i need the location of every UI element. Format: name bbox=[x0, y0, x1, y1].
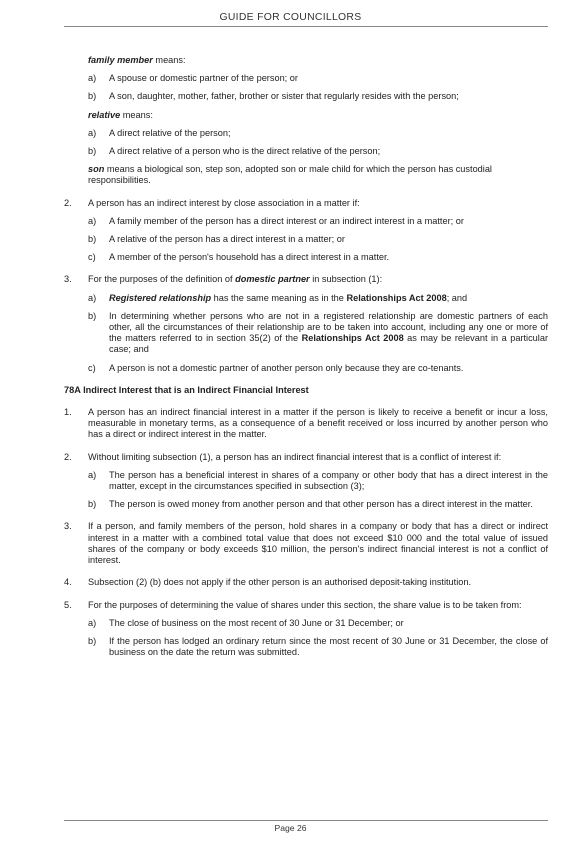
list-marker: b) bbox=[88, 234, 97, 245]
list-marker: b) bbox=[88, 635, 97, 646]
list-item bbox=[64, 618, 548, 629]
section-heading: 78A Indirect Interest that is an Indirect Financial Interest bbox=[64, 384, 309, 395]
list-marker: a) bbox=[88, 127, 97, 138]
defined-term: family member bbox=[88, 55, 153, 65]
definition-relative bbox=[64, 110, 548, 121]
page-header-title: GUIDE FOR COUNCILLORS bbox=[219, 12, 362, 23]
list-text: A person is not a domestic partner of another person only because they are co-tenants. bbox=[109, 362, 464, 373]
list-marker: b) bbox=[88, 499, 97, 510]
list-text: A spouse or domestic partner of the person; or bbox=[109, 73, 298, 84]
item-text: Without limiting subsection (1), a person has an indirect financial interest that is a conflict of interest if: bbox=[88, 451, 502, 462]
list-marker: c) bbox=[88, 362, 96, 373]
list-text: The close of business on the most recent of 30 June or 31 December; or bbox=[109, 617, 404, 628]
defined-term: son bbox=[88, 164, 105, 175]
list-marker: b) bbox=[88, 146, 97, 157]
defined-term: Registered relationship bbox=[109, 292, 212, 303]
list-marker: a) bbox=[88, 617, 97, 628]
header-rule bbox=[64, 26, 548, 27]
item-text: For the purposes of determining the value of shares under this section, the share value is to be taken from: bbox=[88, 599, 522, 610]
list-item bbox=[64, 636, 548, 658]
list-marker: a) bbox=[88, 215, 97, 226]
list-marker: a) bbox=[88, 292, 97, 303]
list-item bbox=[64, 91, 548, 102]
item-number: 2. bbox=[64, 197, 72, 208]
item-text: For the purposes of the definition of bbox=[88, 274, 236, 285]
definition-family-member bbox=[64, 55, 548, 66]
item-text: A person has an indirect financial interest in a matter if the person is likely to receive a benefit or incur a loss, measurable in monetary terms, as a consequence of a benefit received or loss incurred by another person who has a direct or indirect interest in the matter. bbox=[88, 407, 548, 440]
list-item bbox=[64, 73, 548, 84]
item-text: If a person, and family members of the person, hold shares in a company or body that has a direct or indirect interest in a matter with a combined total value that does not exceed $10 000 and the total value of issued shares of the company or body exceeds $10 million, the person's indirect financial interest is not a conflict of interest. bbox=[88, 521, 548, 566]
list-marker: b) bbox=[88, 310, 97, 321]
numbered-item-3 bbox=[64, 274, 548, 285]
list-marker: c) bbox=[88, 252, 96, 263]
defined-term: domestic partner bbox=[235, 274, 310, 285]
list-text: A relative of the person has a direct interest in a matter; or bbox=[109, 234, 345, 245]
defined-term: relative bbox=[88, 109, 121, 120]
numbered-item-4 bbox=[64, 577, 548, 588]
list-text: The person is owed money from another person and that other person has a direct interest in the matter. bbox=[109, 499, 533, 510]
act-name: Relationships Act 2008 bbox=[301, 333, 404, 344]
list-marker: a) bbox=[88, 73, 97, 84]
list-item bbox=[64, 293, 548, 304]
item-number: 5. bbox=[64, 599, 72, 610]
list-item bbox=[64, 216, 548, 227]
list-text: A son, daughter, mother, father, brother or sister that regularly resides with the person; bbox=[109, 91, 459, 102]
list-item bbox=[64, 128, 548, 139]
list-text: In determining whether persons who are not in a registered relationship are domestic partners of each other, all the circumstances of their relationship are to be taken into account, including any one or more of the matters referred to in section 35(2) of the bbox=[109, 310, 548, 344]
list-marker: a) bbox=[88, 469, 97, 480]
footer-rule bbox=[64, 820, 548, 821]
definition-suffix: means: bbox=[120, 109, 153, 120]
list-text: If the person has lodged an ordinary return since the most recent of 30 June or 31 December, the close of business on the date the return was submitted. bbox=[109, 635, 548, 658]
act-name: Relationships Act 2008 bbox=[346, 292, 447, 303]
list-text: has the same meaning as in the bbox=[211, 292, 347, 303]
list-item bbox=[64, 252, 548, 263]
item-number: 1. bbox=[64, 407, 72, 418]
numbered-item-1 bbox=[64, 407, 548, 441]
item-number: 3. bbox=[64, 521, 72, 532]
list-item bbox=[64, 363, 548, 374]
list-text: A family member of the person has a direct interest or an indirect interest in a matter; or bbox=[109, 215, 464, 226]
item-text: A person has an indirect interest by close association in a matter if: bbox=[88, 197, 360, 208]
numbered-item-5 bbox=[64, 600, 548, 611]
list-text: A direct relative of a person who is the direct relative of the person; bbox=[109, 146, 381, 157]
list-item bbox=[64, 470, 548, 492]
list-item bbox=[64, 311, 548, 356]
numbered-item-2 bbox=[64, 452, 548, 463]
numbered-item-2 bbox=[64, 198, 548, 209]
item-number: 2. bbox=[64, 451, 72, 462]
item-number: 3. bbox=[64, 274, 72, 285]
definition-suffix: means: bbox=[152, 55, 186, 65]
list-item bbox=[64, 234, 548, 245]
numbered-item-3 bbox=[64, 521, 548, 566]
list-item bbox=[64, 146, 548, 157]
list-text: A direct relative of the person; bbox=[109, 127, 231, 138]
list-item bbox=[64, 499, 548, 510]
list-text: ; and bbox=[446, 292, 468, 303]
item-number: 4. bbox=[64, 577, 72, 588]
item-text: Subsection (2) (b) does not apply if the other person is an authorised deposit-taking institution. bbox=[88, 577, 472, 588]
list-text: as may be relevant in a particular case; and bbox=[109, 333, 548, 355]
list-marker: b) bbox=[88, 91, 97, 102]
definition-son bbox=[64, 164, 548, 186]
definition-text: means a biological son, step son, adopted son or male child for which the person has custodial responsibilities. bbox=[88, 164, 492, 186]
list-text: The person has a beneficial interest in shares of a company or other body that has a direct interest in the matter, except in the circumstances specified in subsection (3); bbox=[109, 469, 548, 492]
document-body bbox=[64, 55, 548, 658]
item-text: in subsection (1): bbox=[309, 274, 383, 285]
page-number: Page 26 bbox=[274, 823, 307, 833]
list-text: A member of the person's household has a direct interest in a matter. bbox=[109, 252, 390, 263]
